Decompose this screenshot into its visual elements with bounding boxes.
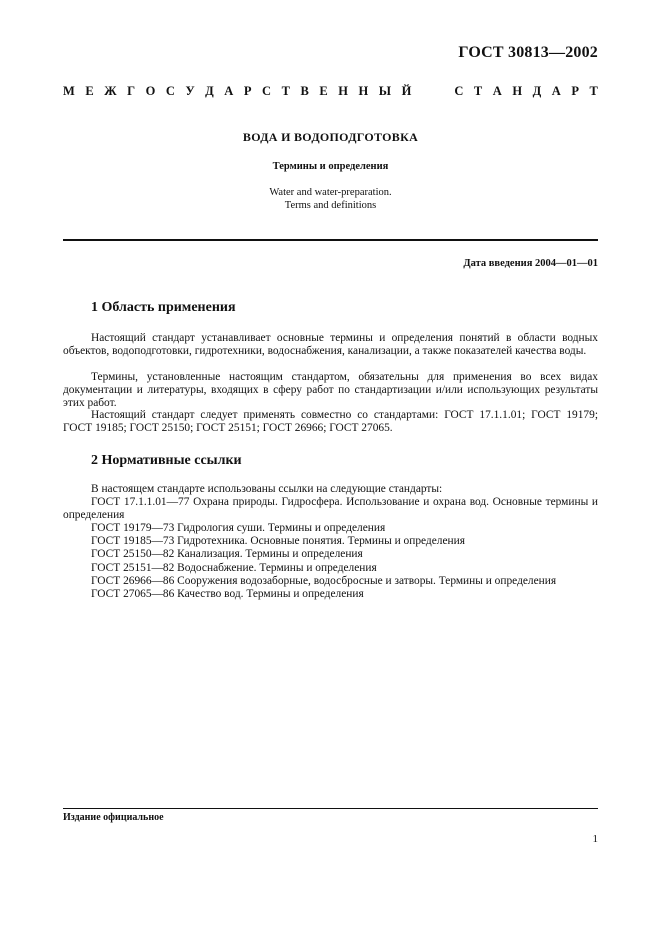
banner-letter: Е bbox=[85, 84, 94, 98]
banner-word-gap bbox=[422, 84, 444, 99]
document-subtitle: Термины и определения bbox=[272, 161, 389, 172]
paragraph: Настоящий стандарт следует применять совместно со стандартами: ГОСТ 17.1.1.01; ГОСТ 19179; ГОСТ 19185; ГОСТ 25150; ГОСТ 25151; ГОСТ 26966; ГОСТ 27065. bbox=[63, 409, 598, 435]
reference-list bbox=[63, 522, 598, 601]
banner-letter: Т bbox=[589, 84, 598, 98]
banner-letter: Ы bbox=[378, 84, 392, 98]
banner-letter: Т bbox=[281, 84, 290, 98]
banner-letter: Т bbox=[473, 84, 483, 98]
interstate-standard-banner bbox=[63, 84, 598, 99]
document-title: ВОДА И ВОДОПОДГОТОВКА bbox=[242, 130, 419, 144]
banner-letter: С bbox=[454, 84, 464, 98]
banner-letter: Д bbox=[532, 84, 542, 98]
introduction-date: Дата введения 2004—01—01 bbox=[463, 258, 598, 269]
banner-letter: Р bbox=[571, 84, 579, 98]
banner-letter: Н bbox=[512, 84, 523, 98]
banner-letter: Н bbox=[338, 84, 348, 98]
title-block bbox=[63, 130, 598, 212]
banner-letter: У bbox=[185, 84, 195, 98]
section-heading-scope: 1 Область применения bbox=[91, 300, 236, 315]
banner-letter: Д bbox=[205, 84, 214, 98]
banner-letter: Р bbox=[243, 84, 252, 98]
banner-letter: М bbox=[63, 84, 75, 98]
reference-item: ГОСТ 19179—73 Гидрология суши. Термины и определения bbox=[91, 522, 386, 534]
banner-letter: А bbox=[492, 84, 502, 98]
banner-letter: С bbox=[165, 84, 175, 98]
english-title bbox=[63, 186, 598, 212]
reference-item: ГОСТ 25150—82 Канализация. Термины и определения bbox=[91, 548, 363, 561]
banner-letter: Н bbox=[358, 84, 369, 98]
header-divider bbox=[63, 239, 598, 241]
banner-letter: В bbox=[300, 84, 309, 98]
banner-letter: С bbox=[262, 84, 272, 98]
banner-letter: Ж bbox=[104, 84, 117, 98]
reference-item: ГОСТ 26966—86 Сооружения водозаборные, водосбросные и затворы. Термины и определения bbox=[91, 574, 557, 587]
banner-letter: А bbox=[551, 84, 561, 98]
paragraph: Настоящий стандарт устанавливает основные термины и определения понятий в области водных объектов, водоподготовки, гидротехники, водоснабжения, канализации, а также показателей качества воды. bbox=[63, 332, 598, 358]
section-heading-references: 2 Нормативные ссылки bbox=[91, 453, 242, 468]
paragraph: В настоящем стандарте использованы ссылки на следующие стандарты: bbox=[91, 483, 443, 495]
reference-item: ГОСТ 25151—82 Водоснабжение. Термины и определения bbox=[91, 561, 377, 574]
banner-letter: Г bbox=[127, 84, 136, 98]
document-number: ГОСТ 30813—2002 bbox=[458, 44, 598, 61]
english-title-line: Water and water-preparation. bbox=[269, 187, 392, 198]
banner-letter: А bbox=[224, 84, 234, 98]
reference-item: ГОСТ 27065—86 Качество вод. Термины и определения bbox=[91, 588, 364, 601]
page-number: 1 bbox=[592, 833, 598, 845]
banner-letter: Й bbox=[401, 84, 412, 98]
banner-letter: Е bbox=[319, 84, 328, 98]
reference-item: ГОСТ 17.1.1.01—77 Охрана природы. Гидросфера. Использование и охрана вод. Основные термины и определения bbox=[63, 496, 598, 522]
official-edition-label: Издание официальное bbox=[63, 812, 164, 823]
paragraph: Термины, установленные настоящим стандартом, обязательны для применения во всех видах документации и литературы, входящих в сферу работ по стандартизации и/или использующих результаты этих работ. bbox=[63, 371, 598, 410]
reference-item: ГОСТ 19185—73 Гидротехника. Основные понятия. Термины и определения bbox=[91, 535, 465, 548]
banner-letter: О bbox=[145, 84, 156, 98]
footer-divider bbox=[63, 808, 598, 809]
english-title-line: Terms and definitions bbox=[284, 200, 377, 211]
